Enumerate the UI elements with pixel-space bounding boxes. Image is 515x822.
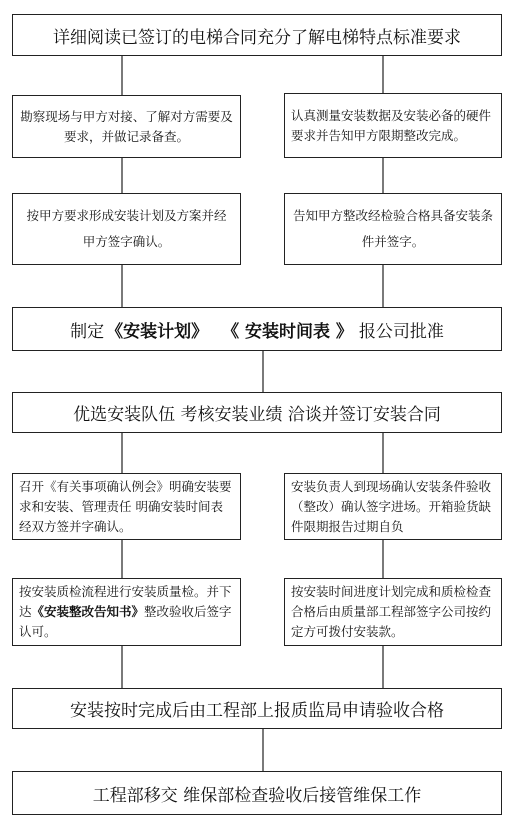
step-apply-acceptance-text: 安装按时完成后由工程部上报质监局申请验收合格: [70, 701, 444, 721]
step-confirm-meeting: [12, 473, 241, 540]
step-handover-text: 工程部移交 维保部检查验收后接管维保工作: [92, 785, 422, 806]
step-payment: [284, 578, 502, 646]
step-make-plan-prefix: 制定: [70, 321, 105, 342]
install-plan-title: 《安装计划》: [106, 321, 209, 342]
step-quality-check-text: [19, 582, 234, 642]
step-rectify-notice-text: 告知甲方整改经检验合格具备安装条件并签字。: [293, 208, 494, 249]
step-read-contract: [12, 14, 502, 56]
step-install-plan-text: 按甲方要求形成安装计划及方案并经甲方签字确认。: [26, 208, 227, 249]
step-select-team: [12, 392, 502, 433]
step-install-plan: [12, 193, 241, 265]
step-site-confirm-text: 安装负责人到现场确认安装条件验收（整改）确认签字进场。开箱验货缺件限期报告过期自负: [291, 478, 492, 534]
step-measure-data-text: 认真测量安装数据及安装必备的硬件要求并告知甲方限期整改完成。: [291, 107, 492, 143]
step-payment-text: 按安装时间进度计划完成和质检检查合格后由质量部工程部签字公司按约定方可拨付安装款。: [291, 584, 492, 639]
step-handover: [12, 771, 502, 815]
install-schedule-title: 《 安装时间表 》: [222, 321, 353, 342]
step-rectify-notice: [284, 193, 502, 265]
step-site-survey: [12, 95, 241, 158]
step-select-team-text: 优选安装队伍 考核安装业绩 洽谈并签订安装合同: [73, 405, 441, 425]
step-apply-acceptance: [12, 688, 502, 729]
step-quality-check: [12, 578, 241, 646]
step-make-plan: [12, 307, 502, 351]
step-measure-data: [284, 93, 502, 158]
step-make-plan-suffix: 报公司批准: [358, 321, 444, 342]
quality-check-text-a: 按安装质检流程进行安装质量检。并下达: [19, 584, 232, 619]
step-confirm-meeting-text: 召开《有关事项确认例会》明确安装要求和安装、管理责任 明确安装时间表 经双方签并字确认。: [19, 478, 232, 534]
step-site-survey-text: 勘察现场与甲方对接、了解对方需要及要求，并做记录备查。: [20, 108, 233, 144]
rectify-notice-title: 《安装整改告知书》: [31, 604, 145, 619]
quality-check-text-b: 整改验收后签字认可。: [19, 604, 232, 639]
step-read-contract-text: 详细阅读已签订的电梯合同充分了解电梯特点标准要求: [53, 27, 461, 48]
step-site-confirm: [284, 473, 502, 540]
